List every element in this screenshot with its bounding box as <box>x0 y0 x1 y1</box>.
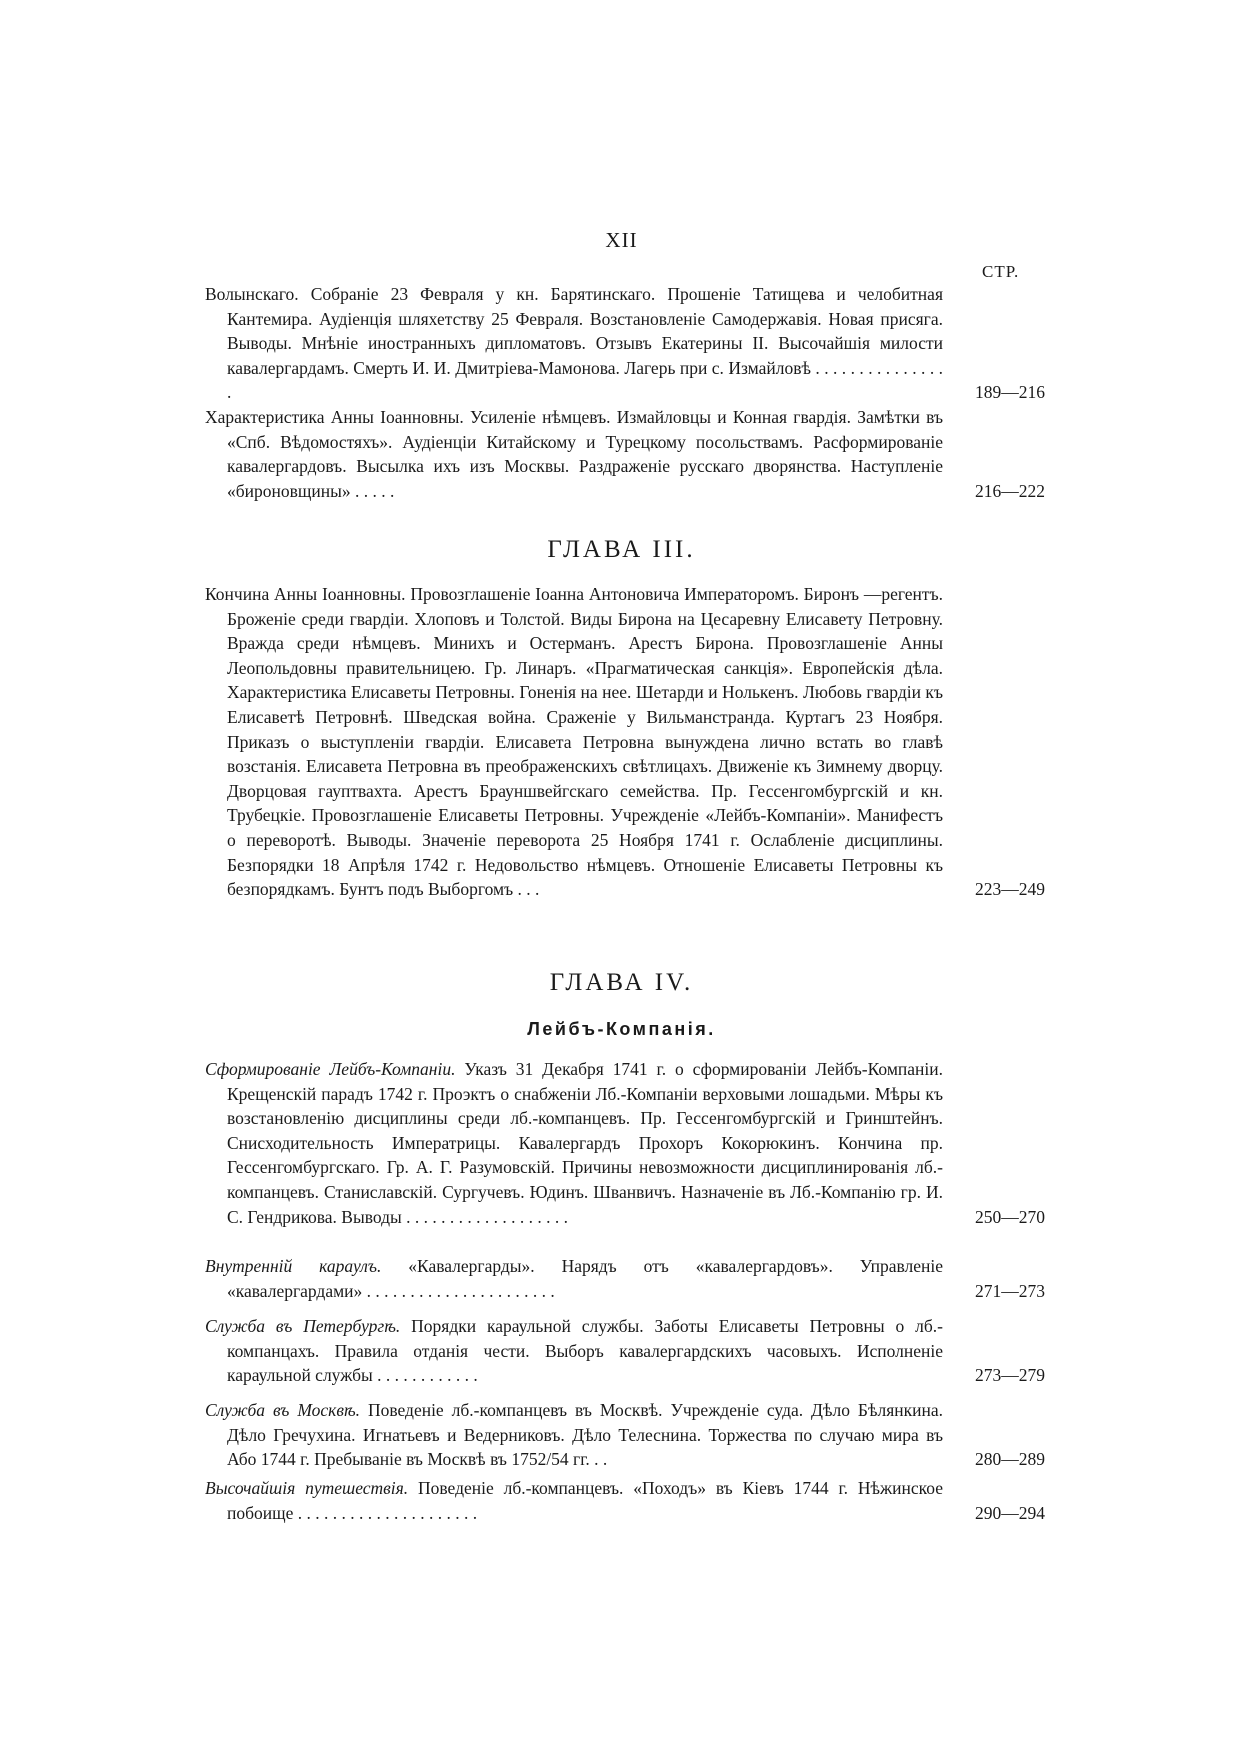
toc-entry <box>205 1057 1045 1229</box>
entry-text <box>205 1057 943 1229</box>
toc-entry <box>205 1314 1045 1388</box>
entry-text: Кончина Анны Іоанновны. Провозглашеніе Іоанна Антоновича Императоромъ. Биронъ —регентъ. Броженіе среди гвардіи. Хлоповъ и Толстой. Виды Бирона на Цесаревну Елисавету Петровну. Вражда среди нѣмцевъ. Минихъ и Остерманъ. Арестъ Бирона. Провозглашеніе Анны Леопольдовны правительницею. Гр. Линаръ. «Прагматическая санкція». Европейскія дѣла. Характеристика Елисаветы Петровны. Гоненія на нее. Шетарди и Нолькенъ. Любовь гвардіи къ Елисаветѣ Петровнѣ. Шведская война. Сраженіе у Вильманстранда. Куртагъ 23 Ноября. Приказъ о выступленіи гвардіи. Елисавета Петровна вынуждена лично встать во главѣ возстанія. Елисавета Петровна въ преображенскихъ свѣтлицахъ. Движеніе къ Зимнему дворцу. Дворцовая гауптвахта. Арестъ Брауншвейгскаго семейства. Пр. Гессенгомбургскій и кн. Трубецкіе. Провозглашеніе Елисаветы Петровны. Учрежденіе «Лейбъ-Компаніи». Манифестъ о переворотѣ. Выводы. Значеніе переворота 25 Ноября 1741 г. Ослабленіе дисциплины. Безпорядки 18 Апрѣля 1742 г. Недовольство нѣмцевъ. Отношеніе Елисаветы Петровны къ безпорядкамъ. Бунтъ подъ Выборгомъ . . . <box>205 584 943 900</box>
entry-text <box>205 1398 943 1472</box>
entry-pages: 250—270 <box>975 1206 1045 1227</box>
entry-text: Волынскаго. Собраніе 23 Февраля у кн. Барятинскаго. Прошеніе Татищева и челобитная Кантемира. Аудіенція шляхетству 25 Февраля. Возстановленіе Самодержавія. Новая присяга. Выводы. Мнѣніе иностранныхъ дипломатовъ. Отзывъ Екатерины II. Высочайшія милости кавалергардамъ. Смерть И. И. Дмитріева-Мамонова. Лагерь при с. Измайловѣ . . . . . . . . . . . . . . . . <box>205 284 943 403</box>
entry-pages: 271—273 <box>975 1280 1045 1301</box>
entry-body: «Кавалергарды». Нарядъ отъ «кавалергардовъ». Управленіе «кавалергардами» . . . . . . . . . . . . . . . . . . . . . . <box>227 1256 943 1301</box>
entry-body: Указъ 31 Декабря 1741 г. о сформированіи Лейбъ-Компаніи. Крещенскій парадъ 1742 г. Проэктъ о снабженіи Лб.-Компаніи верховыми лошадьми. Мѣры къ возстановленію дисциплины среди лб.-компанцевъ. Пр. Гессенгомбургскій и Гринштейнъ. Снисходительность Императрицы. Кавалергардъ Прохоръ Кокорюкинъ. Кончина пр. Гессенгомбургскаго. Гр. А. Г. Разумовскій. Причины невозможности дисциплинированія лб.-компанцевъ. Станиславскій. Сургучевъ. Юдинъ. Шванвичъ. Назначеніе въ Лб.-Компанію гр. И. С. Гендрикова. Выводы . . . . . . . . . . . . . . . . . . . <box>227 1059 944 1227</box>
entry-lead: Служба въ Москвѣ. <box>205 1400 361 1420</box>
entry-pages: 290—294 <box>975 1502 1045 1523</box>
entry-pages: 189—216 <box>975 382 1045 403</box>
pages-column-label: СТР. <box>982 262 1020 281</box>
toc-entry <box>205 282 1045 405</box>
entry-lead: Внутренній караулъ. <box>205 1256 382 1276</box>
entry-text: Характеристика Анны Іоанновны. Усиленіе нѣмцевъ. Измайловцы и Конная гвардія. Замѣтки въ «Спб. Вѣдомостяхъ». Аудіенціи Китайскому и Турецкому посольствамъ. Расформированіе кавалергардовъ. Высылка ихъ изъ Москвы. Раздраженіе русскаго дворянства. Наступленіе «бироновщины» . . . . . <box>205 407 943 501</box>
entry-body: Порядки караульной службы. Заботы Елисаветы Петровны о лб.-компанцахъ. Правила отданія чести. Выборъ кавалергардскихъ часовыхъ. Исполненіе караульной службы . . . . . . . . . . . . <box>227 1316 943 1386</box>
toc-entry <box>205 405 1045 503</box>
toc-entry <box>205 1398 1045 1472</box>
entry-text <box>205 1314 943 1388</box>
toc-entry <box>205 1254 1045 1303</box>
page-number: XII <box>605 228 638 252</box>
entry-text <box>205 1254 943 1303</box>
entry-text <box>205 1476 943 1525</box>
entry-body: Поведеніе лб.-компанцевъ. «Походъ» въ Кіевъ 1744 г. Нѣжинское побоище . . . . . . . . . . . . . . . . . . . . . <box>227 1478 943 1523</box>
entry-lead: Служба въ Петербургѣ. <box>205 1316 401 1336</box>
entry-pages: 216—222 <box>975 480 1045 501</box>
toc-entry <box>205 582 1045 902</box>
entry-body: Поведеніе лб.-компанцевъ въ Москвѣ. Учрежденіе суда. Дѣло Бѣлянкина. Дѣло Гречухина. Игнатьевъ и Ведерниковъ. Дѣло Телеснина. Торжества по случаю мира въ Або 1744 г. Пребываніе въ Москвѣ въ 1752/54 гг. . . <box>227 1400 943 1470</box>
toc-entry <box>205 1476 1045 1525</box>
entry-pages: 280—289 <box>975 1449 1045 1470</box>
entry-pages: 223—249 <box>975 879 1045 900</box>
chapter-heading: ГЛАВА IV. <box>549 969 694 996</box>
entry-lead: Сформированіе Лейбъ-Компаніи. <box>205 1059 456 1079</box>
entry-lead: Высочайшія путешествія. <box>205 1478 409 1498</box>
section-heading: Лейбъ-Компанія. <box>527 1019 716 1039</box>
entry-pages: 273—279 <box>975 1365 1045 1386</box>
chapter-heading: ГЛАВА III. <box>547 536 696 563</box>
